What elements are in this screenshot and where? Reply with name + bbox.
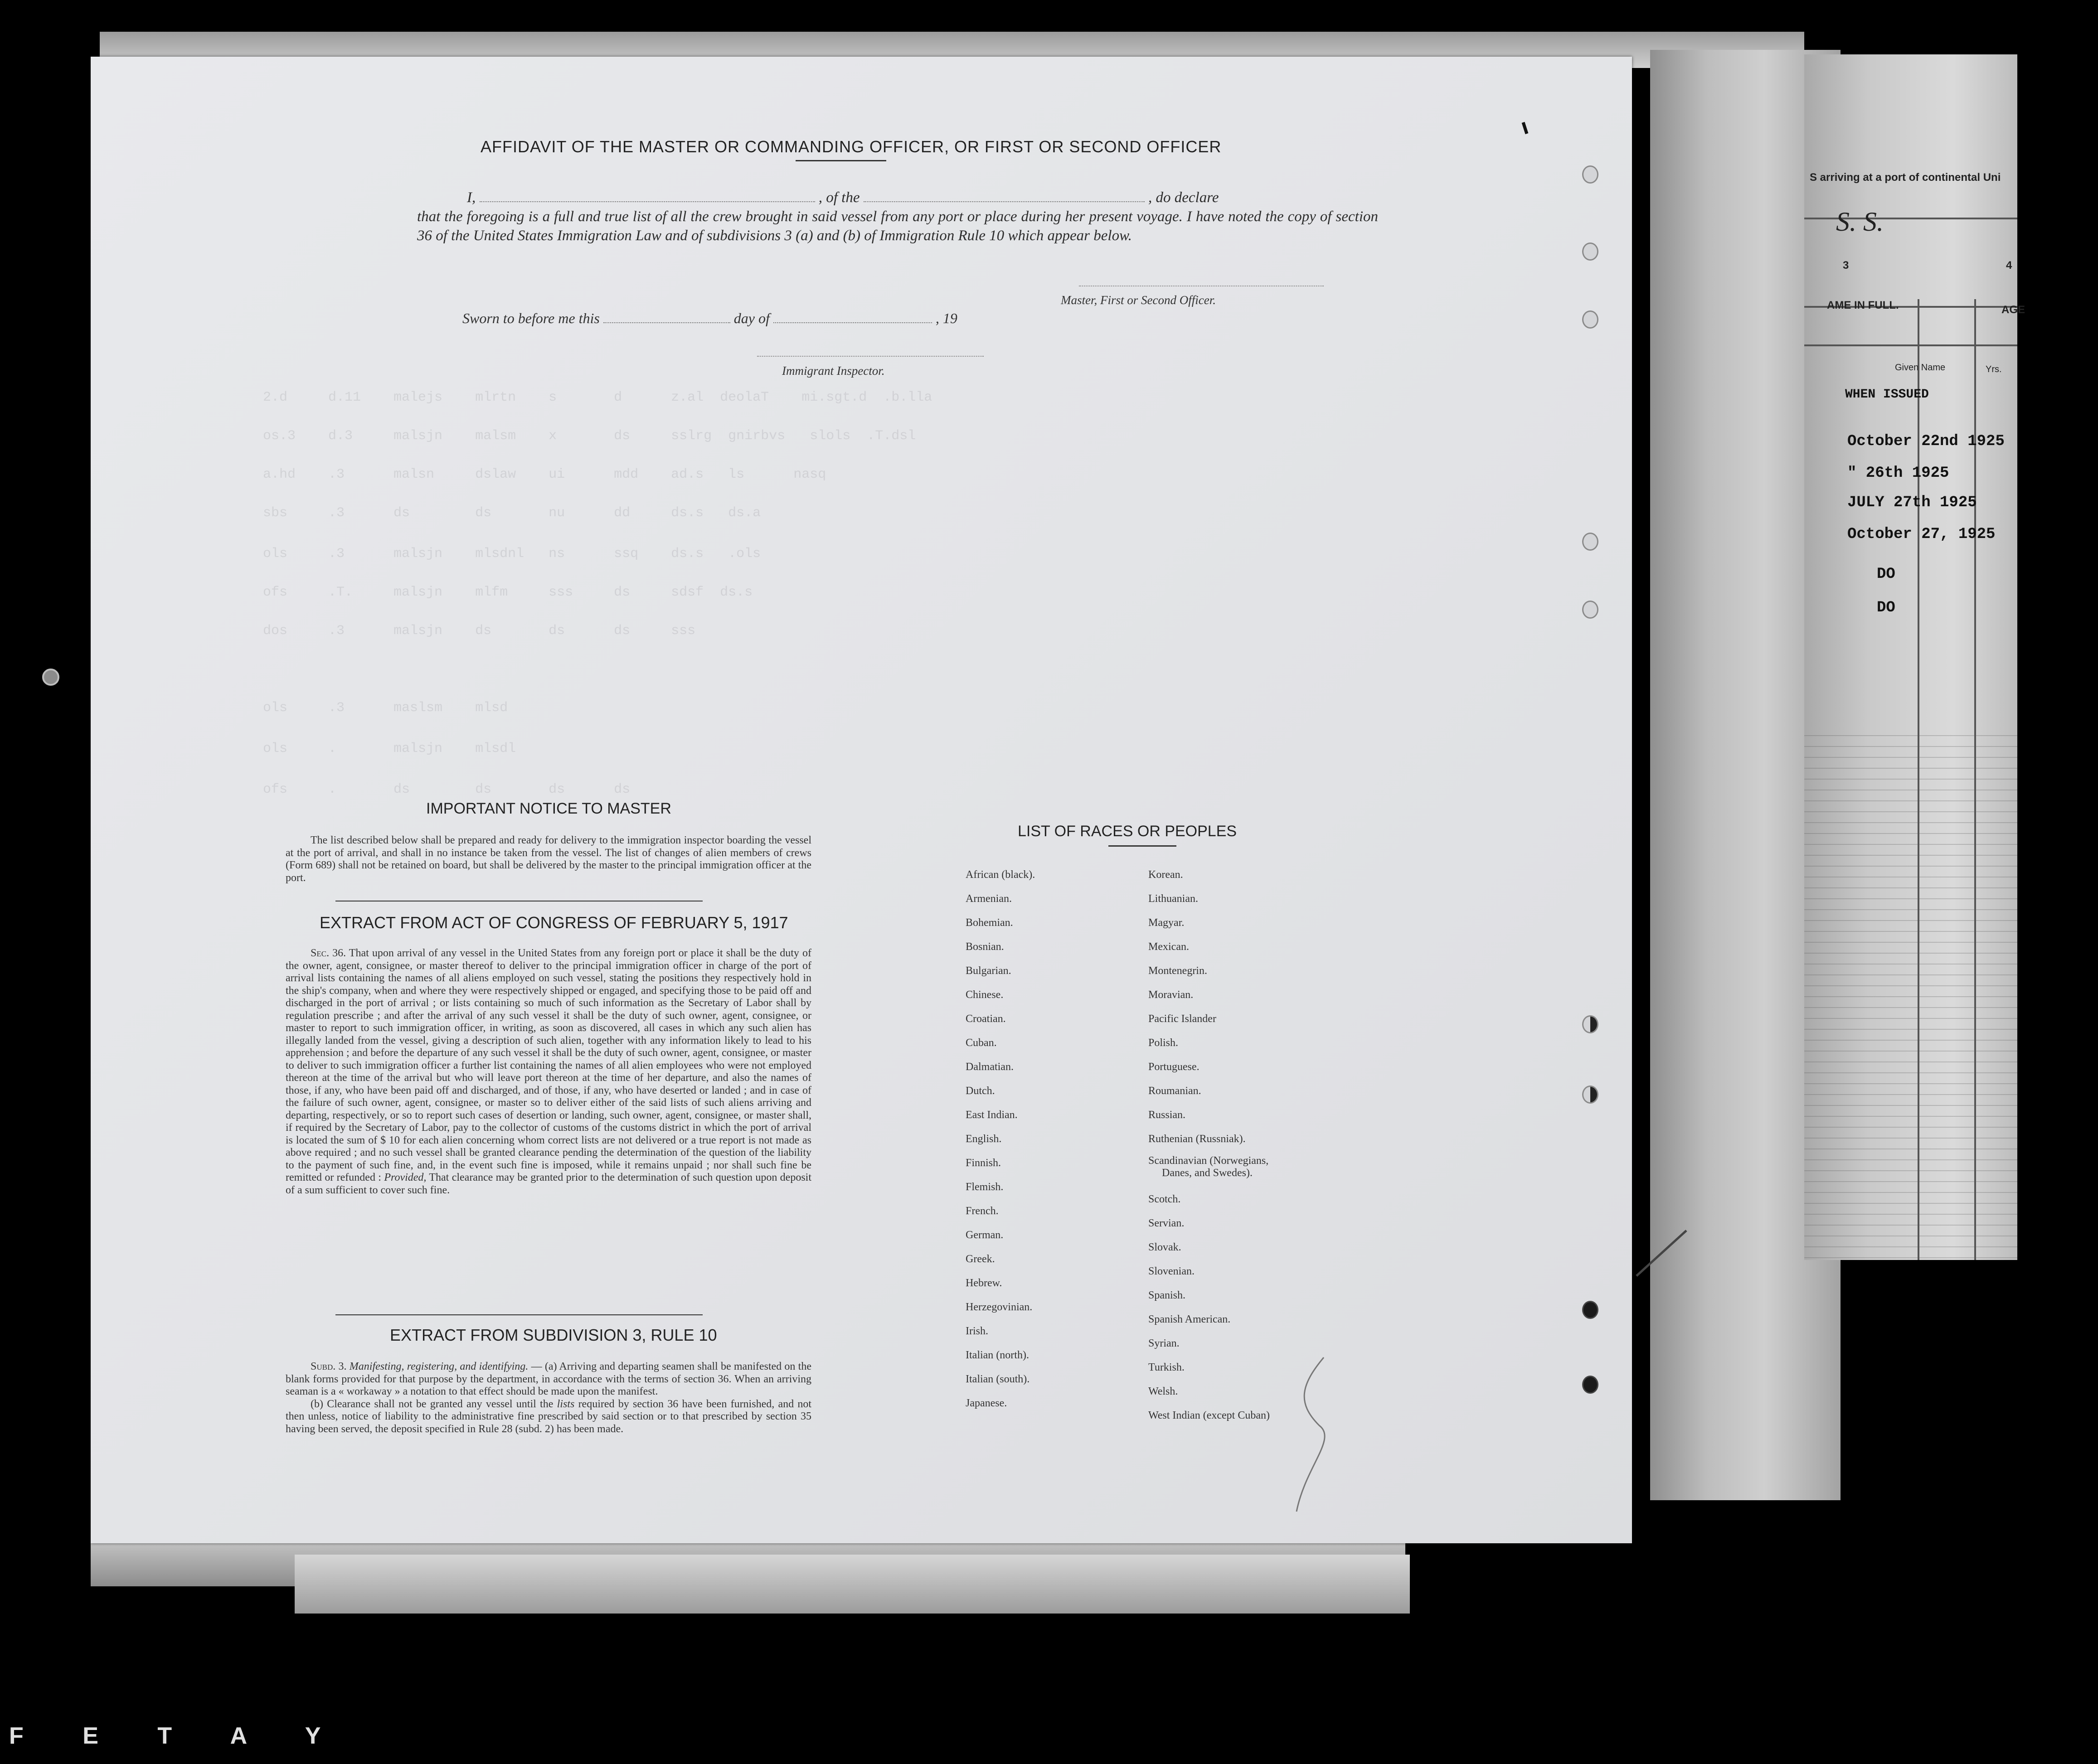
race-item: Cuban. bbox=[966, 1037, 997, 1049]
back-manifest-sheet bbox=[1804, 54, 2025, 1260]
binder-hole bbox=[1582, 1376, 1598, 1394]
declaration-statement: that the foregoing is a full and true list of all the crew brought in said vessel from any port or place during her present voyage. I have noted the copy of section 36 of the United States Immigration Law and of subdivisions 3 (a) and (b) of Immigration Rule 10 which appear below. bbox=[417, 208, 1378, 244]
race-item: Danes, and Swedes). bbox=[1162, 1167, 1253, 1179]
race-item: Polish. bbox=[1148, 1037, 1179, 1049]
race-item: Montenegrin. bbox=[1148, 965, 1207, 977]
manifest-entry: October 22nd 1925 bbox=[1847, 433, 2005, 450]
affidavit-heading: AFFIDAVIT OF THE MASTER OR COMMANDING OFFICER, OR FIRST OR SECOND OFFICER bbox=[481, 137, 1222, 156]
provided-text: That clearance may be granted prior to the determination of such question upon deposit of a sum sufficient to cover such fine. bbox=[286, 1172, 812, 1196]
race-item: Hebrew. bbox=[966, 1277, 1002, 1289]
race-item: Spanish American. bbox=[1148, 1313, 1231, 1325]
manifest-header-text: S arriving at a port of continental Uni bbox=[1810, 171, 2001, 184]
binder-hole bbox=[1582, 1086, 1598, 1104]
race-item: Bohemian. bbox=[966, 917, 1013, 929]
day-of-label: day of bbox=[733, 310, 770, 326]
binder-hole bbox=[1582, 165, 1598, 184]
subdivision-text bbox=[286, 1361, 811, 1435]
binder-hole bbox=[1582, 1301, 1598, 1319]
name-blank bbox=[480, 189, 815, 202]
manifest-entry: DO bbox=[1877, 599, 1895, 616]
column-number-3: 3 bbox=[1843, 259, 1849, 271]
inspector-signature-line bbox=[757, 356, 984, 357]
race-item: Turkish. bbox=[1148, 1362, 1185, 1373]
heading-underline bbox=[796, 160, 886, 161]
subd-label: Subd. 3. bbox=[311, 1361, 347, 1372]
film-reel-mark: F E T A Y bbox=[9, 1723, 347, 1749]
race-item: Lithuanian. bbox=[1148, 893, 1198, 905]
race-item: Finnish. bbox=[966, 1157, 1001, 1169]
year-prefix: , 19 bbox=[935, 310, 957, 326]
pencil-mark bbox=[1632, 1212, 1700, 1303]
i-label: I, bbox=[467, 189, 476, 206]
race-item: French. bbox=[966, 1205, 999, 1217]
race-item: Moravian. bbox=[1148, 989, 1194, 1001]
section-label: Sec. 36. bbox=[311, 947, 346, 959]
race-item: Russian. bbox=[1148, 1109, 1186, 1121]
races-list-right bbox=[1148, 863, 1270, 1428]
ink-mark bbox=[1519, 120, 1532, 138]
day-blank bbox=[603, 310, 730, 323]
manifest-entry: " 26th 1925 bbox=[1847, 465, 1949, 482]
race-item: Slovak. bbox=[1148, 1241, 1181, 1253]
race-item: Dalmatian. bbox=[966, 1061, 1014, 1073]
binder-hole bbox=[1582, 310, 1598, 329]
binder-hole bbox=[1582, 533, 1598, 551]
race-item: Syrian. bbox=[1148, 1338, 1180, 1349]
manifest-entry: JULY 27th 1925 bbox=[1847, 494, 1977, 511]
sworn-prefix: Sworn to before me this bbox=[462, 310, 600, 326]
race-item: Herzegovinian. bbox=[966, 1301, 1033, 1313]
binder-hole bbox=[1582, 242, 1598, 261]
column-number-4: 4 bbox=[2006, 259, 2012, 271]
race-item: Slovenian. bbox=[1148, 1265, 1195, 1277]
race-item: East Indian. bbox=[966, 1109, 1018, 1121]
races-heading: LIST OF RACES OR PEOPLES bbox=[1018, 823, 1237, 840]
race-item: Portuguese. bbox=[1148, 1061, 1200, 1073]
race-item: Chinese. bbox=[966, 989, 1004, 1001]
race-item: English. bbox=[966, 1133, 1002, 1145]
underlying-sheet-bottom-edge bbox=[295, 1555, 1410, 1614]
given-name-label: Given Name bbox=[1895, 363, 1946, 373]
ruled-lines bbox=[1804, 725, 2017, 1260]
sworn-line bbox=[462, 310, 957, 327]
header-rule bbox=[1804, 344, 2017, 346]
inspector-label: Immigrant Inspector. bbox=[782, 364, 885, 378]
race-item: Magyar. bbox=[1148, 917, 1185, 929]
race-item: West Indian (except Cuban) bbox=[1148, 1410, 1270, 1421]
race-item: Spanish. bbox=[1148, 1289, 1186, 1301]
race-item: Pacific Islander bbox=[1148, 1013, 1216, 1025]
race-item: Japanese. bbox=[966, 1397, 1007, 1409]
binder-hole bbox=[1582, 1015, 1598, 1033]
race-item: Roumanian. bbox=[1148, 1085, 1201, 1097]
ship-prefix: S. S. bbox=[1836, 207, 1884, 237]
para-b-lists: lists bbox=[557, 1398, 575, 1410]
affidavit-page: 2.d d.11 malejs mlrtn s d z.al deolaT mi.sgt.d .b.lla os.3 d.3 malsjn malsm x ds sslrg gnirbvs slols .T.dsl a.hd .3 malsn dslaw ui mdd ad.s ls nasq sbs .3 ds ds nu dd ds.s ds.a ols .3 malsjn mlsdnl ns ssq ds.s .ols ofs .T. malsjn mlfm sss ds sdsf ds.s dos .3 malsjn ds ds ds sss ols .3 maslsm mlsd ols . malsjn mlsdl ofs . ds ds ds ds AFFIDAVIT OF THE MASTER OR COMMANDING OFFICER, OR FIRST OR SECOND OFFICER I, , of the , do declare that the foregoing is a full and true list of all the crew brought in said vessel from any port or place during her present voyage. I have noted the copy of section 36 of the United States Immigration Law and of subdivisions 3 (a) and (b) of Immigration Rule 10 which appear below. Master, First or Second Officer. Sworn to before me this day of , 19 Immigrant Inspector. IMPORTANT NOTICE TO MASTER The list described below shall be prepared and ready for delivery to the immigration inspector boarding the vessel at the port of arrival, and shall in no instance be taken from the vessel. The list of changes of alien members of crews (Form 689) shall not be retained on board, but shall be delivered by the master to the principal immigration officer at the port. EXTRACT FROM ACT OF CONGRESS OF FEBRUARY 5, 1917 Sec. 36. That upon arrival of any vessel in the United States from any foreign port or place it shall be the duty of the owner, agent, consignee, or master thereof to deliver to the principal immigration officer in charge of the port of arrival lists containing the names of all aliens employed on such vessel, stating the positions they respectively hold in the ship's company, when and where they were respectively shipped or engaged, and specifying those to be paid off and discharged in the port of arrival ; or lists containing so much of such information as the Secretary of Labor shall by regulation prescribe ; and after the arrival of any such vessel it shall be the duty of such owner, agent, consignee, or master to report to such immigration officer, in writing, as soon as discovered, all cases in which any such alien has illegally landed from the vessel, giving a description of such alien, together with any information likely to lead to his apprehension ; and before the departure of any such vessel it shall be the duty of such owner, agent, consignee, or master to deliver to such immigration officer a further list containing the names of all alien employees who were not employed thereon at the time of the arrival but who will leave port thereon at the time of her departure, and also the names of those, if any, who have been paid off and discharged, and of those, if any, who have deserted or landed ; and in case of the failure of such owner, agent, consignee, or master so to deliver either of the said lists of such aliens arriving and departing, respectively, or so to report such cases of desertion or landing, such owner, agent, consignee, or master shall, if required by the Secretary of Labor, pay to the collector of customs of the customs district in which the port of arrival is located the sum of $ 10 for each alien concerning whom correct lists are not delivered or a true report is not made as above required ; and no such vessel shall be granted clearance pending the determination of the question of the liability to the payment of such fine, and, in the event such fine is imposed, while it remains unpaid ; nor shall such fine be remitted or refunded : Provided, That clearance may be granted prior to the determination of such question upon deposit of a sum sufficient to cover such fine. EXTRACT FROM SUBDIVISION 3, RULE 10 Subd. 3. Manifesting, registering, and identifying. — (a) Arriving and departing seamen shall be manifested on the blank forms provided for that purpose by the department, in accordance with the terms of section 36. When an arriving seaman is a « workaway » a notation to that effect should be made upon the manifest. (b) Clearance shall not be granted any vessel until the lists required by section 36 have been furnished, and not then unless, notice of liability to the administrative fine prescribed by said section or to that prescribed by section 35 having been served, the deposit specified in Rule 28 (subd. 2) has been made. LIST OF RACES OR PEOPLES African (black). Armenian. Bohemian. Bosnian. Bulgarian. Chinese. Croatian. Cuban. Dalmatian. Dutch. East Indian. English. Finnish. Flemish. French. German. Greek. Hebrew. Herzegovinian. Irish. Italian (north). Italian (south). Japanese. Korean. Lithuanian. Magyar. Mexican. Montenegrin. Moravian. Pacific Islander Polish. Portuguese. Roumanian. Russian. Ruthenian (Russniak). Scandinavian (Norwegians, Danes, and Swedes). Scotch. Servian. Slovak. Slovenian. Spanish. Spanish American. Syrian. Turkish. Welsh. West Indian (except Cuban) bbox=[91, 57, 1632, 1543]
yrs-label: Yrs. bbox=[1986, 364, 2002, 374]
race-item: Bosnian. bbox=[966, 941, 1004, 953]
section-rule bbox=[335, 1314, 703, 1315]
notice-heading: IMPORTANT NOTICE TO MASTER bbox=[426, 800, 671, 817]
para-b-post: required by section 36 have been furnished, and not then unless, notice of liability to the administrative fine prescribed by said section or to that prescribed by section 35 having been served, the deposit specified in Rule 28 (subd. 2) has been made. bbox=[286, 1398, 812, 1435]
race-item: Irish. bbox=[966, 1325, 988, 1337]
extract-act-heading: EXTRACT FROM ACT OF CONGRESS OF FEBRUARY 5, 1917 bbox=[320, 913, 788, 932]
race-item: Servian. bbox=[1148, 1217, 1185, 1229]
notice-text: The list described below shall be prepared and ready for delivery to the immigration inspector boarding the vessel at the port of arrival, and shall in no instance be taken from the vessel. The list of changes of alien members of crews (Form 689) shall not be retained on board, but shall be delivered by the master to the principal immigration officer at the port. bbox=[286, 834, 811, 884]
section-36-text bbox=[286, 947, 811, 1197]
races-list-left bbox=[966, 863, 1035, 1415]
section-body: That upon arrival of any vessel in the United States from any foreign port or place it shall be the duty of the owner, agent, consignee, or master thereof to deliver to the principal immigration officer in charge of the port of arrival lists containing the names of all aliens employed on such vessel, stating the positions they respectively hold in the ship's company, when and where they were respectively shipped or engaged, and specifying those to be paid off and discharged in the port of arrival ; or lists containing so much of such information as the Secretary of Labor shall by regulation prescribe ; and after the arrival of any such vessel it shall be the duty of such owner, agent, consignee, or master to report to such immigration officer, in writing, as soon as discovered, all cases in which any such alien has illegally landed from the vessel, giving a description of such alien, together with any information likely to lead to his apprehension ; and before the departure of any such vessel it shall be the duty of such owner, agent, consignee, or master to deliver to such immigration officer a further list containing the names of all alien employees who were not employed thereon at the time of the arrival but who will leave port thereon at the time of her departure, and also the names of those, if any, who have been paid off and discharged, and of those, if any, who have deserted or landed ; and in case of the failure of such owner, agent, consignee, or master so to deliver either of the said lists of such aliens arriving and departing, respectively, or so to report such cases of desertion or landing, such owner, agent, consignee, or master shall, if required by the Secretary of Labor, pay to the collector of customs of the customs district in which the port of arrival is located the sum of $ 10 for each alien concerning whom correct lists are not delivered or a true report is not made as above required ; and no such vessel shall be granted clearance pending the determination of the question of the liability to the payment of such fine, and, in the event such fine is imposed, while it remains unpaid ; nor shall such fine be remitted or refunded : bbox=[286, 947, 811, 1183]
affidavit-declaration bbox=[417, 188, 1378, 245]
race-item: Korean. bbox=[1148, 869, 1183, 881]
master-signature-label: Master, First or Second Officer. bbox=[1061, 293, 1216, 307]
vessel-blank bbox=[864, 189, 1145, 202]
race-item: German. bbox=[966, 1229, 1004, 1241]
race-item: Scandinavian (Norwegians, bbox=[1148, 1155, 1269, 1167]
pencil-mark bbox=[1269, 1348, 1360, 1530]
provided-label: Provided, bbox=[384, 1172, 427, 1183]
race-item: Italian (south). bbox=[966, 1373, 1030, 1385]
film-registration-dot bbox=[42, 669, 59, 686]
para-b-label: (b) bbox=[311, 1398, 323, 1410]
manifest-entry: DO bbox=[1877, 566, 1895, 583]
race-item: Flemish. bbox=[966, 1181, 1004, 1193]
race-item: Italian (north). bbox=[966, 1349, 1029, 1361]
extract-rule-heading: EXTRACT FROM SUBDIVISION 3, RULE 10 bbox=[390, 1326, 717, 1344]
month-blank bbox=[773, 310, 932, 323]
para-a-text: Arriving and departing seamen shall be manifested on the blank forms provided for that purpose by the department, in accordance with the terms of section 36. When an arriving seaman is a « workaway » a notation to that effect should be made upon the manifest. bbox=[286, 1361, 812, 1397]
race-item: Armenian. bbox=[966, 893, 1012, 905]
race-item: Scotch. bbox=[1148, 1193, 1181, 1205]
binder-hole bbox=[1582, 601, 1598, 619]
name-in-full-label: AME IN FULL. bbox=[1827, 299, 1899, 311]
para-a-label: — (a) bbox=[531, 1361, 557, 1372]
heading-underline bbox=[1108, 845, 1176, 847]
when-issued-label: WHEN ISSUED bbox=[1845, 388, 1929, 402]
race-item: Welsh. bbox=[1148, 1386, 1178, 1397]
race-item: Greek. bbox=[966, 1253, 995, 1265]
race-item: Croatian. bbox=[966, 1013, 1006, 1025]
race-item: Ruthenian (Russniak). bbox=[1148, 1133, 1246, 1145]
race-item: African (black). bbox=[966, 869, 1035, 881]
race-item: Mexican. bbox=[1148, 941, 1189, 953]
race-item: Dutch. bbox=[966, 1085, 995, 1097]
do-declare-label: , do declare bbox=[1148, 189, 1219, 206]
manifest-entry: October 27, 1925 bbox=[1847, 526, 1996, 543]
para-b-pre: Clearance shall not be granted any vessel until the bbox=[327, 1398, 554, 1410]
age-label: AGE bbox=[2001, 304, 2025, 316]
of-the-label: , of the bbox=[818, 189, 860, 206]
race-item: Bulgarian. bbox=[966, 965, 1011, 977]
subd-title: Manifesting, registering, and identifying. bbox=[349, 1361, 529, 1372]
